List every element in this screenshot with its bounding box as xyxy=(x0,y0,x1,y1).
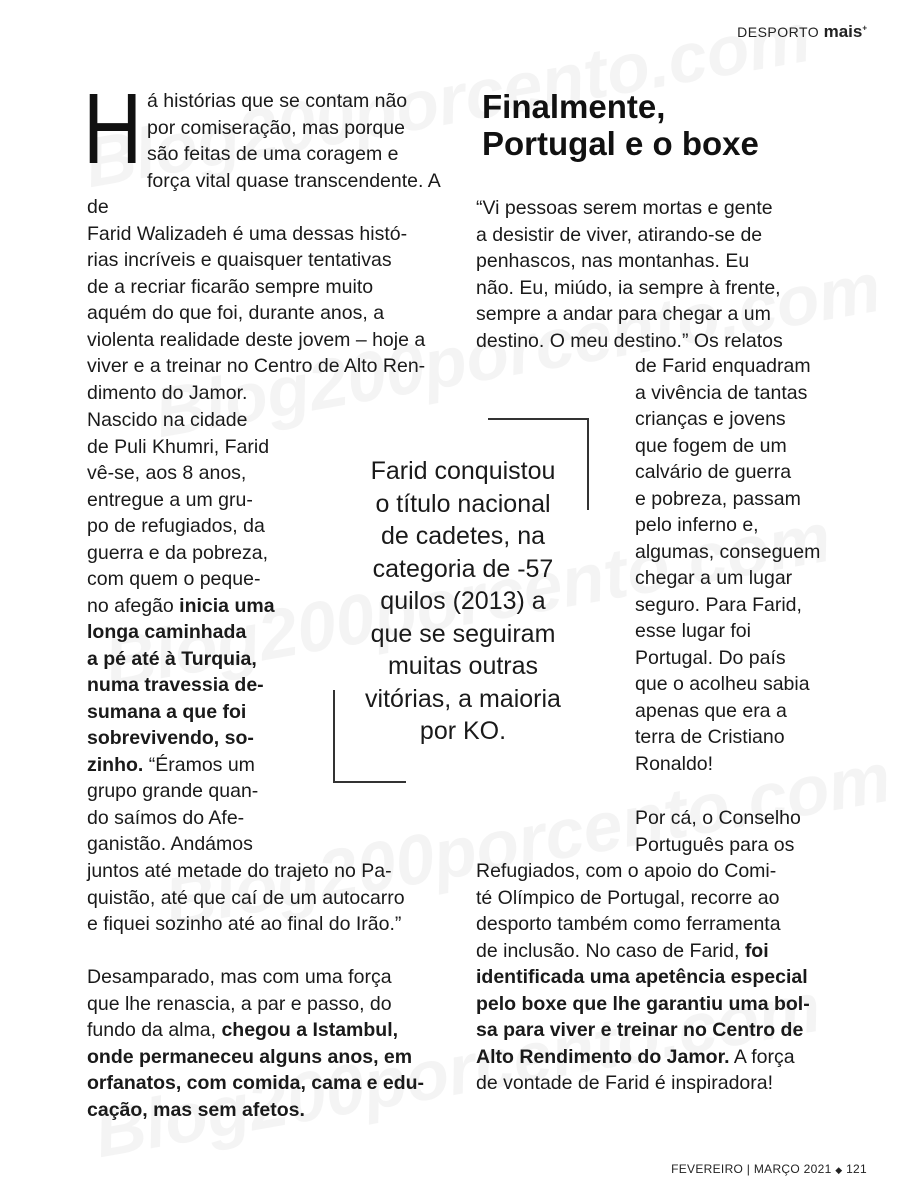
text-line: guerra e da pobreza, xyxy=(87,541,269,564)
text-line: destino. O meu destino.” Os relatos xyxy=(476,329,783,352)
text-line: o título nacional xyxy=(375,489,551,518)
text-line: quilos (2013) a xyxy=(380,587,546,615)
text-line: que o acolheu sabia xyxy=(635,673,810,695)
text-line xyxy=(476,1044,838,1071)
page-number: 121 xyxy=(846,1162,867,1176)
text-line: de a recriar ficarão sempre muito xyxy=(87,275,374,298)
text-line xyxy=(87,593,287,620)
text-line: por comiseração, mas porque xyxy=(147,116,405,139)
text-line: Nascido na cidade xyxy=(87,409,248,431)
pull-quote-rule-top xyxy=(488,418,588,420)
text-line: seguro. Para Farid, xyxy=(635,593,802,616)
bold-text: Alto Rendimento do Jamor. xyxy=(476,1045,730,1068)
brand-name: mais xyxy=(823,22,863,41)
paragraph-council xyxy=(635,805,845,858)
text-line: são feitas de uma coragem e xyxy=(147,143,399,165)
text-line: a desistir de viver, atirando-se de xyxy=(476,223,763,246)
text-line: desporto também como ferramenta xyxy=(476,913,781,935)
pull-quote-rule-right xyxy=(587,418,589,510)
text-line: força vital quase transcendente. A de xyxy=(87,169,440,218)
pull-quote-rule-left xyxy=(333,690,335,782)
text-line xyxy=(87,1017,449,1044)
intro-paragraph xyxy=(83,73,447,406)
text-line: identificada uma apetência especial xyxy=(476,966,808,988)
text-line: onde permaneceu alguns anos, em xyxy=(87,1045,413,1068)
text-line: numa travessia de- xyxy=(87,674,264,696)
section-label: DESPORTO xyxy=(737,24,820,40)
text-line: rias incríveis e quaisquer tentativas xyxy=(87,249,392,271)
text-line: calvário de guerra xyxy=(635,461,792,483)
text-run: no afegão xyxy=(87,594,180,617)
text-line: chegar a um lugar xyxy=(635,567,793,589)
pull-quote-rule-bottom xyxy=(333,781,406,783)
text-run: fundo da alma, xyxy=(87,1019,222,1041)
text-line: longa caminhada xyxy=(87,621,247,643)
paragraph-istanbul xyxy=(87,964,449,1123)
diamond-icon: ◆ xyxy=(835,1165,843,1175)
text-line: sobrevivendo, so- xyxy=(87,727,254,749)
text-line: dimento do Jamor. xyxy=(87,381,248,404)
text-line: esse lugar foi xyxy=(635,620,751,642)
text-line xyxy=(476,938,838,965)
text-line: Por cá, o Conselho xyxy=(635,807,801,829)
paragraph-birth xyxy=(87,407,287,858)
text-line: Finalmente, xyxy=(482,88,666,125)
text-line: pelo boxe que lhe garantiu uma bol- xyxy=(476,992,810,1015)
section-heading xyxy=(482,88,822,162)
text-line: a pé até à Turquia, xyxy=(87,647,257,670)
bold-text: inicia uma xyxy=(179,594,275,617)
text-line: sumana a que foi xyxy=(87,700,247,723)
section-header xyxy=(737,22,867,42)
text-line: que lhe renascia, a par e passo, do xyxy=(87,992,392,1015)
text-line: Farid Walizadeh é uma dessas histó- xyxy=(87,222,408,245)
text-line: algumas, conseguem xyxy=(635,540,821,563)
text-line: orfanatos, com comida, cama e edu- xyxy=(87,1072,425,1094)
text-line: por KO. xyxy=(419,717,507,745)
text-line: aquém do que foi, durante anos, a xyxy=(87,302,385,324)
text-line: crianças e jovens xyxy=(635,408,786,430)
text-line: juntos até metade do trajeto no Pa- xyxy=(87,860,392,882)
text-line: violenta realidade deste jovem – hoje a xyxy=(87,328,426,351)
paragraph-quote xyxy=(476,195,836,354)
bold-text: zinho. xyxy=(87,753,144,776)
text-line: vê-se, aos 8 anos, xyxy=(87,462,247,484)
text-line: que se seguiram xyxy=(370,619,556,648)
text-line: categoria de -57 xyxy=(372,554,554,583)
text-line: penhascos, nas montanhas. Eu xyxy=(476,250,750,272)
brand-logo xyxy=(824,22,867,41)
text-line: grupo grande quan- xyxy=(87,780,259,802)
paragraph-council-continued xyxy=(476,858,838,1097)
text-line: não. Eu, miúdo, ia sempre à frente, xyxy=(476,276,781,299)
text-line: Refugiados, com o apoio do Comi- xyxy=(476,860,777,882)
text-line: terra de Cristiano xyxy=(635,726,785,748)
text-line: de Farid enquadram xyxy=(635,355,811,377)
text-line: Farid conquistou xyxy=(370,457,556,485)
text-line: Ronaldo! xyxy=(635,752,714,775)
text-line: “Vi pessoas serem mortas e gente xyxy=(476,197,773,219)
brand-mark: + xyxy=(862,23,867,33)
text-line: muitas outras xyxy=(387,652,539,680)
text-line: e pobreza, passam xyxy=(635,487,801,510)
pull-quote xyxy=(352,455,574,748)
paragraph-refugees xyxy=(635,353,845,777)
bold-text: foi xyxy=(744,939,769,962)
paragraph-birth-continued xyxy=(87,858,449,938)
text-line: á histórias que se contam não xyxy=(147,90,408,112)
text-line: de cadetes, na xyxy=(380,522,545,550)
text-line: quistão, até que caí de um autocarro xyxy=(87,886,405,909)
text-line: sempre a andar para chegar a um xyxy=(476,303,771,325)
text-run: de inclusão. No caso de Farid, xyxy=(476,939,745,962)
text-line: Portugal e o boxe xyxy=(482,125,759,162)
issue-date: FEVEREIRO | MARÇO 2021 xyxy=(671,1162,832,1176)
text-line: ganistão. Andámos xyxy=(87,833,253,855)
text-line: cação, mas sem afetos. xyxy=(87,1098,305,1121)
text-line: de Puli Khumri, Farid xyxy=(87,435,270,458)
bold-text: chegou a Istambul, xyxy=(221,1019,399,1041)
text-line: Desamparado, mas com uma força xyxy=(87,966,392,988)
text-line xyxy=(87,752,287,779)
text-line: pelo inferno e, xyxy=(635,514,759,536)
text-line: e fiquei sozinho até ao final do Irão.” xyxy=(87,913,402,935)
text-run: “Éramos um xyxy=(143,753,255,776)
text-line: entregue a um gru- xyxy=(87,488,253,511)
text-line: com quem o peque- xyxy=(87,568,261,590)
text-line: apenas que era a xyxy=(635,699,787,722)
text-run: A força xyxy=(729,1045,795,1068)
text-line: po de refugiados, da xyxy=(87,515,265,537)
text-line: Portugal. Do país xyxy=(635,646,786,669)
text-line: té Olímpico de Portugal, recorre ao xyxy=(476,886,780,909)
text-line: de vontade de Farid é inspiradora! xyxy=(476,1072,774,1094)
text-line: que fogem de um xyxy=(635,434,787,457)
page-footer xyxy=(671,1162,867,1176)
text-line: do saímos do Afe- xyxy=(87,806,245,829)
text-line: Português para os xyxy=(635,833,795,856)
text-line: a vivência de tantas xyxy=(635,381,808,404)
text-line: sa para viver e treinar no Centro de xyxy=(476,1019,804,1041)
drop-cap: H xyxy=(83,73,143,185)
text-line: viver e a treinar no Centro de Alto Ren- xyxy=(87,355,426,377)
text-line: vitórias, a maioria xyxy=(365,684,561,713)
